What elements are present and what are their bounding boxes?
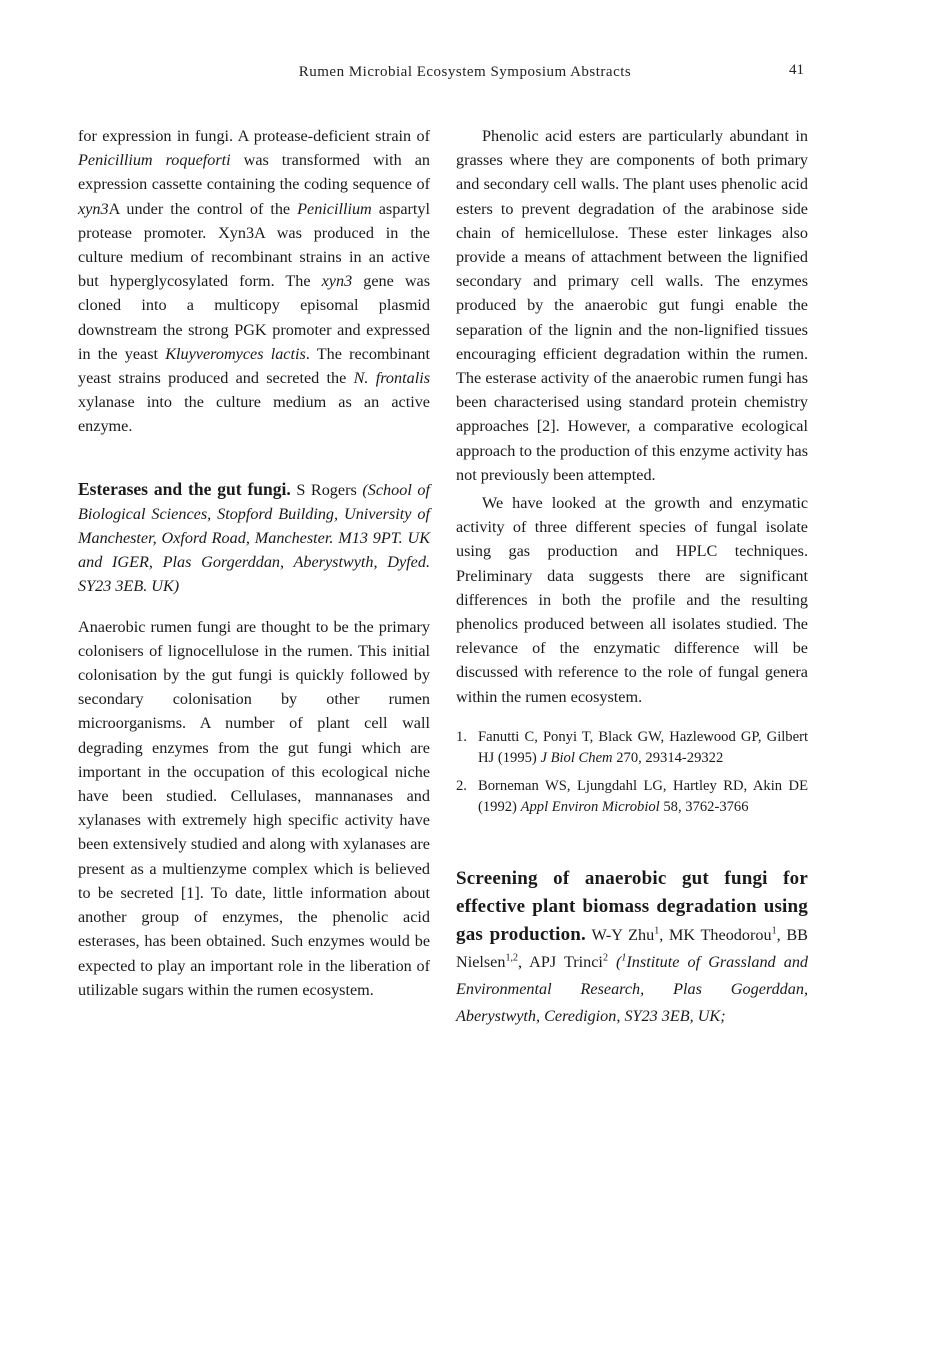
intro-paragraph: [78, 124, 430, 439]
body-paragraph-2: We have looked at the growth and enzymatic activity of three different species of fungal isolate using gas production and HPLC techniques. Preliminary data suggests there are significant differences in both the profile and the resulting phenolics produced between all isolates studied. The relevance of the enzymatic difference will be discussed with reference to the role of fungal genera within the rumen ecosystem.: [456, 494, 808, 706]
abstract-body: Anaerobic rumen fungi are thought to be the primary colonisers of lignocellulose in the rumen. This initial colonisation by the gut fungi is quickly followed by secondary colonisation by other rumen microorganisms. A number of plant cell wall degrading enzymes from the gut fungi which are important in the occupation of this ecological niche have been studied. Cellulases, mannanases and xylanases with extremely high specific activity have been extensively studied and along with xylanases are present as a multienzyme complex which is believed to be secreted [1]. To date, little information about another group of enzymes, the phenolic acid esterases, has been obtained. Such enzymes would be expected to play an important role in the liberation of utilizable sugars within the rumen ecosystem.: [78, 617, 430, 999]
next-abstract-title: Screening of anaerobic gut fungi for effective plant biomass degradation using gas production.: [456, 867, 808, 945]
text-run: gene was cloned into a multicopy episomal plasmid downstream the strong PGK promoter and expressed in the yeast: [78, 272, 431, 363]
italic-term: xyn3: [321, 272, 353, 291]
abstract-header-esterases: [78, 477, 430, 599]
reference-item: [456, 776, 808, 819]
body-paragraph-1: Phenolic acid esters are particularly abundant in grasses where they are components of both primary and secondary cell walls. The plant uses phenolic acid esters to prevent degradation of the arabinose side chain of hemicellulose. These ester linkages also provide a means of attachment between the lignified secondary and primary cell walls. The enzymes produced by the anaerobic gut fungi enable the separation of the lignin and the non-lignified tissues encouraging efficient degradation within the rumen. The esterase activity of the anaerobic rumen fungi has been characterised using standard protein chemistry approaches [2]. However, a comparative ecological approach to the production of this enzyme activity has not previously been attempted.: [456, 127, 808, 484]
reference-number: 2.: [456, 777, 467, 794]
reference-list: [456, 727, 808, 819]
text-run: . The recombinant yeast strains produced and secreted the: [78, 344, 430, 388]
reference-number: 1.: [456, 728, 467, 745]
abstract-title: Esterases and the gut fungi.: [78, 478, 291, 499]
running-title: Rumen Microbial Ecosystem Symposium Abstracts: [298, 64, 632, 80]
right-column: [456, 124, 808, 1030]
text-run: was transformed with an expression cassette containing the coding sequence of: [78, 151, 430, 194]
text-run: aspartyl protease promoter. Xyn3A was produced in the culture medium of recombinant strains in an active but hyperglycosylated form. The: [78, 199, 430, 291]
italic-term: Penicillium: [297, 199, 372, 218]
page-number: 41: [789, 62, 804, 78]
reference-item: [456, 727, 808, 770]
reference-text: Borneman WS, Ljungdahl LG, Hartley RD, Akin DE (1992) Appl Environ Microbiol 58, 3762-3766: [478, 777, 808, 816]
left-column: [78, 124, 430, 1002]
next-abstract-affiliation: ($^1$Institute of Grassland and Environmental Research, Plas Gogerddan, Aberystwyth, Ceredigion, SY23 3EB, UK;: [456, 952, 809, 1025]
reference-text: Fanutti C, Ponyi T, Black GW, Hazlewood GP, Gilbert HJ (1995) J Biol Chem 270, 29314-29322: [478, 728, 808, 767]
italic-term: N. frontalis: [353, 369, 431, 388]
italic-term: xyn3: [78, 199, 109, 218]
text-run: for expression in fungi. A protease-deficient strain of: [78, 127, 430, 145]
abstract-author: S Rogers: [290, 480, 357, 499]
text-run: A under the control of the: [108, 199, 298, 218]
abstract-affiliation: (School of Biological Sciences, Stopford Building, University of Manchester, Oxford Road, Manchester. M13 9PT. UK and IGER, Plas Gorgerddan, Aberystwyth, Dyfed. SY23 3EB. UK): [78, 480, 430, 596]
italic-term: Kluyveromyces lactis: [165, 344, 306, 363]
text-run: xylanase into the culture medium as an active enzyme.: [78, 393, 430, 436]
abstract-header-screening: Screening of anaerobic gut fungi for effective plant biomass degradation using gas production. W-Y Zhu$^1$, MK Theodorou$^1$, BB Nielsen$^{1,2}$, APJ Trinci$^2$ ($^1$Institute of Grassland and Environmental Research, Plas Gogerddan, Aberystwyth, Ceredigion, SY23 3EB, UK;: [456, 867, 809, 1025]
italic-term: Penicillium roqueforti: [78, 151, 231, 170]
